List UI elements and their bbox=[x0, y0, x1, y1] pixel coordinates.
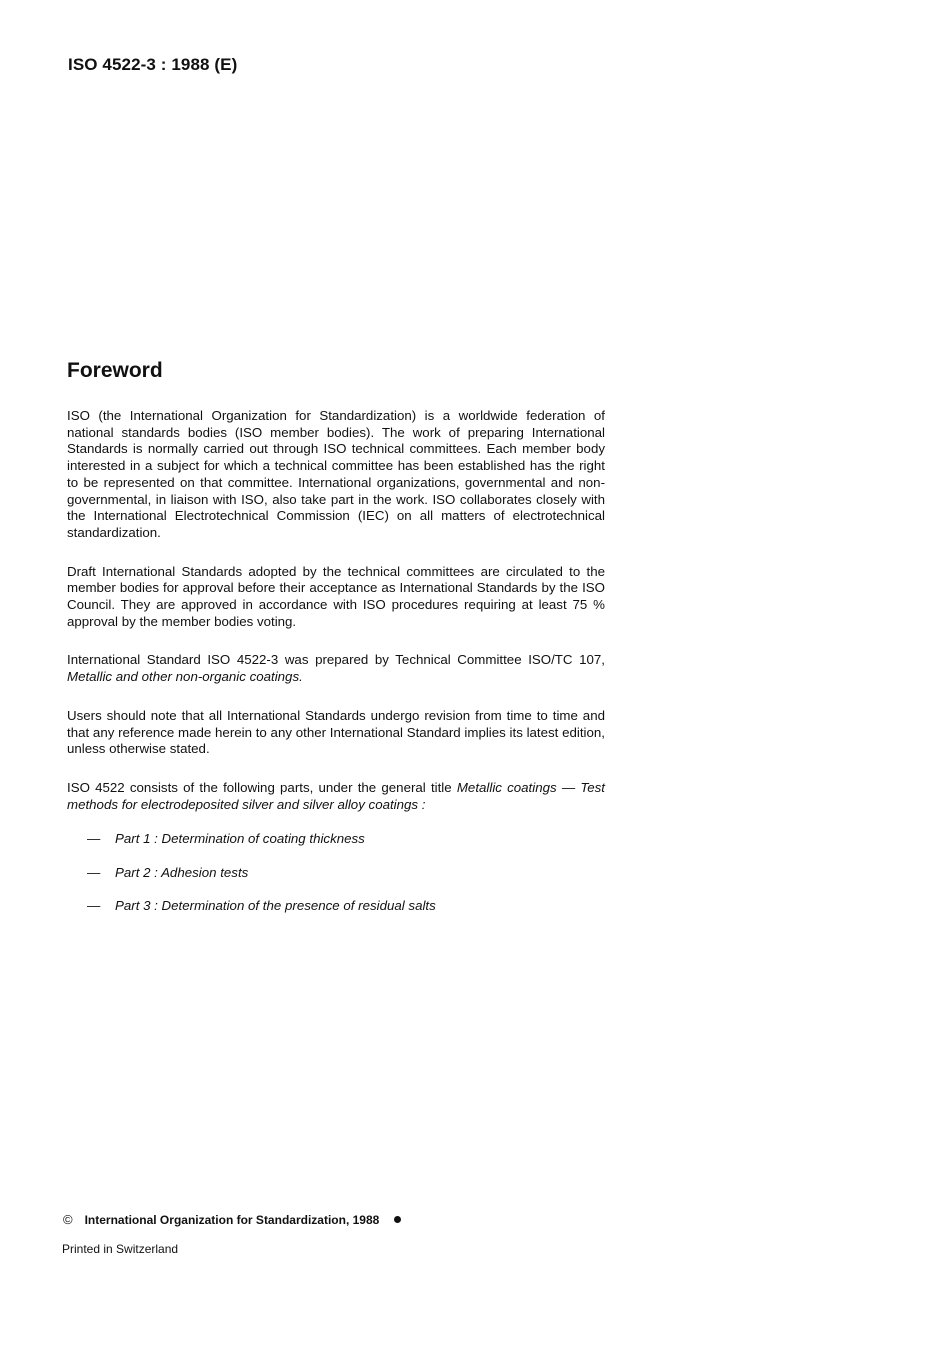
paragraph-revision-note: Users should note that all International Standards undergo revision from time to time and that any reference made herein to any other International Standard implies its latest edition, unless otherwise stated. bbox=[67, 707, 605, 757]
paragraph-parts-intro bbox=[67, 780, 605, 813]
part-label: Part 3 : Determination of the presence of residual salts bbox=[115, 898, 436, 914]
parts-list bbox=[67, 831, 605, 932]
dash-marker: — bbox=[87, 898, 101, 914]
list-item-part-2 bbox=[67, 865, 605, 899]
copyright-organization: International Organization for Standardization, 1988 bbox=[84, 1212, 380, 1227]
list-item-part-3 bbox=[67, 898, 605, 932]
general-title: Metallic coatings — Test methods for electrodeposited silver and silver alloy coatings : bbox=[67, 779, 605, 812]
part-label: Part 1 : Determination of coating thickness bbox=[115, 831, 365, 847]
parts-intro-text: ISO 4522 consists of the following parts, under the general title bbox=[67, 779, 452, 795]
dash-marker: — bbox=[87, 864, 101, 880]
prepared-by-text: International Standard ISO 4522-3 was prepared by Technical Committee ISO/TC 107, bbox=[67, 652, 605, 668]
list-item-part-1 bbox=[67, 831, 605, 865]
paragraph-draft-standards: Draft International Standards adopted by the technical committees are circulated to the member bodies for approval before their acceptance as International Standards by the ISO Council. They are approved in accordance with ISO procedures requiring at least 75 % approval by the member bodies voting. bbox=[67, 563, 605, 629]
foreword-heading: Foreword bbox=[67, 359, 163, 382]
paragraph-iso-intro: ISO (the International Organization for Standardization) is a worldwide federation of national standards bodies (ISO member bodies). The work of preparing International Standards is normally carried out through ISO technical committees. Each member body interested in a subject for which a technical committee has been established has the right to be represented on that committee. International organizations, governmental and non-governmental, in liaison with ISO, also take part in the work. ISO collaborates closely with the International Electrotechnical Commission (IEC) on all matters of electrotechnical standardization. bbox=[67, 408, 605, 540]
dash-marker: — bbox=[87, 831, 101, 847]
paragraph-prepared-by bbox=[67, 652, 605, 685]
foreword-body bbox=[67, 408, 605, 932]
bullet-icon bbox=[394, 1216, 401, 1223]
printed-in: Printed in Switzerland bbox=[62, 1242, 179, 1256]
copyright-icon: © bbox=[63, 1212, 73, 1227]
copyright-line bbox=[63, 1212, 401, 1227]
part-label: Part 2 : Adhesion tests bbox=[115, 864, 249, 880]
committee-title: Metallic and other non-organic coatings. bbox=[67, 669, 303, 685]
document-header: ISO 4522-3 : 1988 (E) bbox=[68, 55, 238, 74]
